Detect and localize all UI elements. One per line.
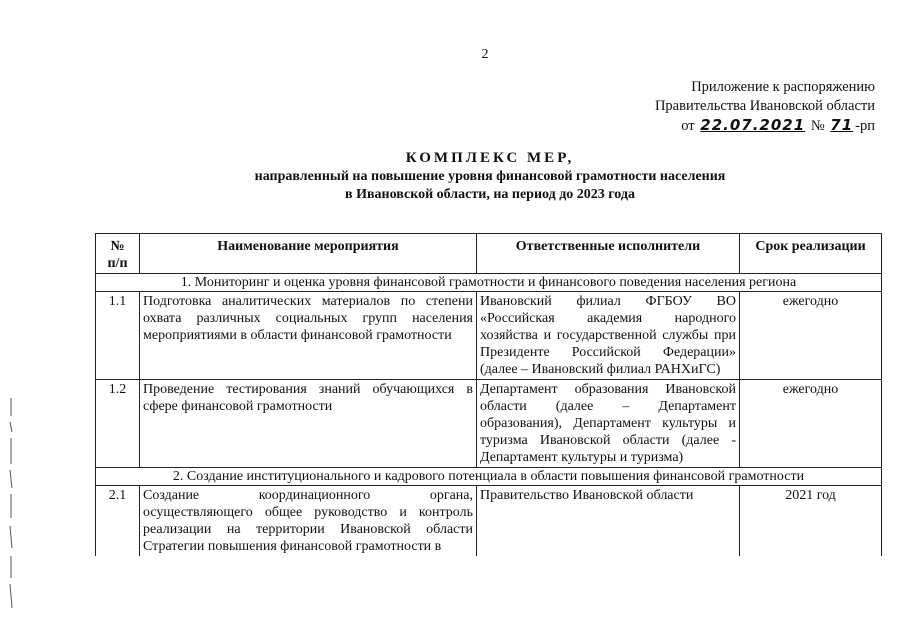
header-num bbox=[96, 234, 140, 274]
side-registration-stamp bbox=[6, 398, 16, 610]
table-row bbox=[96, 486, 882, 557]
row-measure-name: Подготовка аналитических материалов по степени охвата различных социальных групп населения мероприятиями в области финансовой грамотности bbox=[140, 292, 477, 380]
row-number: 1.2 bbox=[96, 380, 140, 468]
appendix-line-1: Приложение к распоряжению bbox=[691, 79, 875, 95]
row-number: 1.1 bbox=[96, 292, 140, 380]
row-responsible: Правительство Ивановской области bbox=[477, 486, 740, 557]
measures-table bbox=[95, 233, 882, 556]
number-prefix: № bbox=[810, 118, 825, 134]
row-responsible: Департамент образования Ивановской области (далее – Департамент образования), Департамент культуры и туризма Ивановской области (далее - Департамент культуры и туризма) bbox=[477, 380, 740, 468]
date-prefix: от bbox=[681, 118, 695, 134]
section-title: 2. Создание институционального и кадрового потенциала в области повышения финансовой грамотности bbox=[96, 468, 882, 486]
header-num-line-2: п/п bbox=[107, 256, 128, 271]
row-deadline: ежегодно bbox=[740, 380, 882, 468]
section-title: 1. Мониторинг и оценка уровня финансовой грамотности и финансового поведения населения региона bbox=[96, 274, 882, 292]
appendix-date-line bbox=[655, 116, 875, 136]
handwritten-date: 22.07.2021 bbox=[700, 116, 806, 134]
header-name: Наименование мероприятия bbox=[140, 234, 477, 274]
handwritten-number: 71 bbox=[830, 116, 854, 134]
row-measure-name: Проведение тестирования знаний обучающихся в сфере финансовой грамотности bbox=[140, 380, 477, 468]
document-subtitle-2: в Ивановской области, на период до 2023 года bbox=[345, 187, 635, 202]
header-deadline: Срок реализации bbox=[740, 234, 882, 274]
appendix-line-2: Правительства Ивановской области bbox=[654, 98, 875, 114]
table-row bbox=[96, 380, 882, 468]
header-num-line-1: № bbox=[110, 239, 125, 254]
header-responsible: Ответственные исполнители bbox=[477, 234, 740, 274]
document-subtitle-1: направленный на повышение уровня финансовой грамотности населения bbox=[254, 169, 726, 184]
page-number: 2 bbox=[481, 47, 489, 62]
document-title-block bbox=[180, 148, 800, 204]
table-header-row bbox=[96, 234, 882, 274]
document-title: КОМПЛЕКС МЕР, bbox=[405, 150, 575, 166]
row-measure-name: Создание координационного органа, осуществляющего общее руководство и контроль реализации на территории Ивановской области Стратегии повышения финансовой грамотности в bbox=[140, 486, 477, 557]
row-number: 2.1 bbox=[96, 486, 140, 557]
table-row bbox=[96, 292, 882, 380]
section-row bbox=[96, 274, 882, 292]
row-deadline: 2021 год bbox=[740, 486, 882, 557]
row-deadline: ежегодно bbox=[740, 292, 882, 380]
number-suffix: -рп bbox=[855, 118, 875, 134]
appendix-header bbox=[655, 78, 875, 136]
section-row bbox=[96, 468, 882, 486]
row-responsible: Ивановский филиал ФГБОУ ВО «Российская академия народного хозяйства и государственной службы при Президенте Российской Федерации» (далее – Ивановский филиал РАНХиГС) bbox=[477, 292, 740, 380]
